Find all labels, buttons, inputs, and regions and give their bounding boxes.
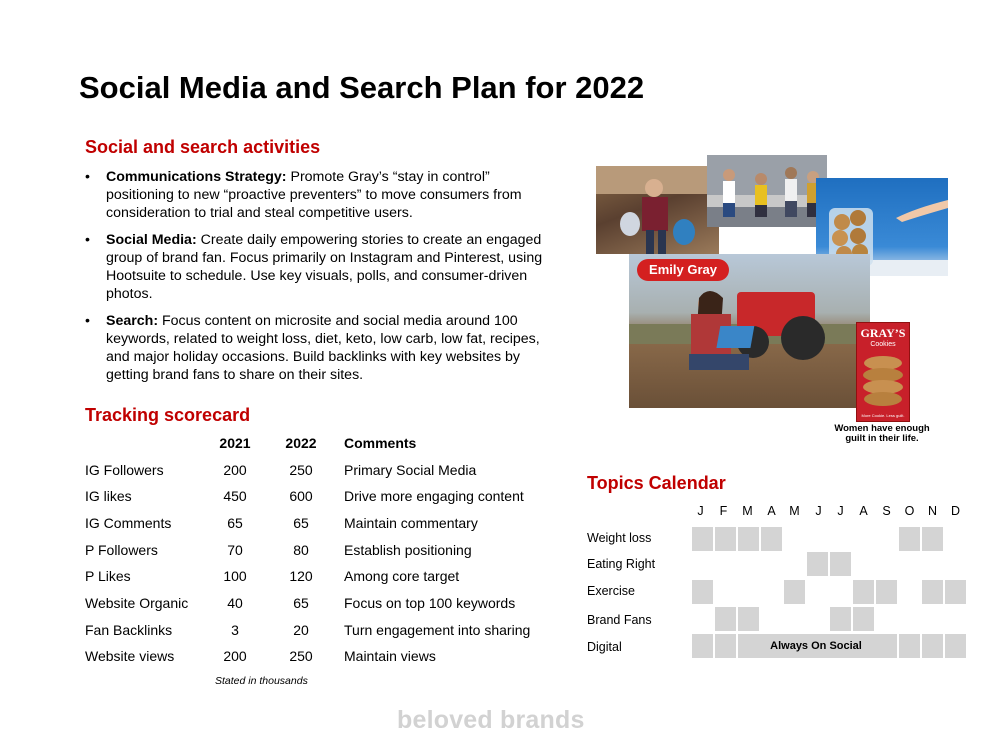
row-comment: Turn engagement into sharing	[344, 622, 531, 638]
shopping-mother-illustration	[596, 166, 719, 254]
scorecard-heading: Tracking scorecard	[85, 405, 251, 425]
value-2022: 65	[293, 515, 309, 531]
row-comment: Maintain commentary	[344, 515, 478, 531]
value-2021: 200	[223, 462, 247, 478]
calendar-cell	[853, 580, 874, 604]
month-label-jan: J	[697, 504, 704, 518]
calendar-cell	[876, 580, 897, 604]
row-label: Fan Backlinks	[85, 622, 173, 638]
value-2021: 40	[227, 595, 243, 611]
calendar-cell	[899, 527, 920, 551]
value-2022: 600	[289, 488, 313, 504]
calendar-heading: Topics Calendar	[587, 473, 726, 493]
row-label: IG Comments	[85, 515, 172, 531]
table-row	[85, 462, 555, 482]
month-label-aug: A	[859, 504, 868, 518]
table-row	[85, 515, 555, 535]
page-title: Social Media and Search Plan for 2022	[79, 70, 645, 105]
digital-always-on-label: Always On Social	[770, 640, 862, 652]
table-row	[85, 622, 555, 642]
calendar-cell	[922, 580, 943, 604]
month-label-dec: D	[950, 504, 961, 518]
table-row	[85, 595, 555, 615]
cookie-stack-illustration	[857, 353, 909, 411]
row-label: IG Followers	[85, 462, 164, 478]
value-2021: 70	[227, 542, 243, 558]
column-header-2022: 2022	[285, 435, 317, 451]
calendar-cell	[738, 527, 759, 551]
value-2022: 250	[289, 648, 313, 664]
table-row	[85, 568, 555, 588]
scorecard-footnote: Stated in thousands	[215, 675, 308, 687]
row-label: P Likes	[85, 568, 131, 584]
value-2021: 200	[223, 648, 247, 664]
activities-list	[85, 168, 545, 393]
calendar-cell	[715, 527, 736, 551]
calendar-row-label-digital: Digital	[587, 640, 622, 654]
row-label: Website views	[85, 648, 175, 664]
brand-box-sub: Cookies	[870, 341, 896, 348]
calendar-row-label-weight-loss: Weight loss	[587, 531, 652, 545]
column-header-2021: 2021	[219, 435, 251, 451]
row-comment: Primary Social Media	[344, 462, 477, 478]
calendar-cell-divider	[943, 634, 945, 658]
bullet-icon: •	[85, 169, 90, 185]
month-label-oct: O	[904, 504, 915, 518]
calendar-row-label-brand-fans: Brand Fans	[587, 613, 652, 627]
emily-gray-name-tag: Emily Gray	[637, 259, 729, 281]
value-2021: 3	[231, 622, 239, 638]
value-2021: 65	[227, 515, 243, 531]
row-comment: Focus on top 100 keywords	[344, 595, 516, 611]
watermark-logo-text: beloved brands	[397, 706, 585, 734]
calendar-cell	[761, 527, 782, 551]
value-2022: 80	[293, 542, 309, 558]
activity-item-search	[85, 312, 545, 384]
activity-label: Social Media:	[106, 232, 197, 248]
value-2022: 65	[293, 595, 309, 611]
calendar-cell	[784, 580, 805, 604]
bullet-icon: •	[85, 232, 90, 248]
calendar-row-label-eating-right: Eating Right	[587, 557, 656, 571]
calendar-row-label-exercise: Exercise	[587, 584, 635, 598]
month-label-may: M	[789, 504, 800, 518]
calendar-cell	[830, 607, 851, 631]
row-comment: Drive more engaging content	[344, 488, 524, 504]
calendar-cell	[853, 607, 874, 631]
calendar-cell	[692, 527, 713, 551]
calendar-cell	[807, 552, 828, 576]
activity-item-social	[85, 231, 545, 303]
brand-box-name: GRAY’S	[860, 326, 906, 340]
activity-text: Create daily empowering stories to create an engaged group of brand fan. Focus primarily on Instagram and Pinterest, using Hootsuite to schedule. Use key visuals, polls, and consumer-driven photos.	[106, 232, 543, 302]
value-2022: 120	[289, 568, 313, 584]
calendar-cell	[715, 607, 736, 631]
month-label-apr: A	[767, 504, 776, 518]
activity-text: Promote Gray’s “stay in control” positioning to new “proactive preventers” to move consumers from consideration to trial and steal competitive users.	[106, 169, 522, 221]
row-comment: Among core target	[344, 568, 460, 584]
fitness-class-illustration	[707, 155, 827, 227]
row-label: P Followers	[85, 542, 158, 558]
activity-text: Focus content on microsite and social media around 100 keywords, related to weight loss, diet, keto, low carb, low fat, recipes, and major holiday occasions. Build backlinks with key websites by getting brand fans to share on their sites.	[106, 313, 540, 383]
activities-heading: Social and search activities	[85, 137, 321, 157]
calendar-cell	[922, 527, 943, 551]
value-2021: 100	[223, 568, 247, 584]
value-2022: 20	[293, 622, 309, 638]
calendar-cell	[692, 580, 713, 604]
shopping-mother-photo	[596, 166, 719, 254]
scorecard-header-row	[85, 435, 555, 455]
table-row	[85, 648, 555, 668]
calendar-cell	[738, 607, 759, 631]
row-label: IG likes	[85, 488, 132, 504]
row-comment: Establish positioning	[344, 542, 472, 558]
month-label-nov: N	[927, 504, 938, 518]
row-comment: Maintain views	[344, 648, 436, 664]
activity-item-strategy	[85, 168, 545, 222]
month-label-feb: F	[719, 504, 728, 518]
activity-label: Communications Strategy:	[106, 169, 287, 185]
fitness-class-photo	[707, 155, 827, 227]
row-label: Website Organic	[85, 595, 189, 611]
column-header-comments: Comments	[344, 435, 417, 451]
value-2022: 250	[289, 462, 313, 478]
month-label-mar: M	[742, 504, 753, 518]
month-label-jul: J	[837, 504, 844, 518]
table-row	[85, 542, 555, 562]
ad-caption: Women have enough guilt in their life.	[834, 423, 930, 444]
calendar-cell	[830, 552, 851, 576]
value-2021: 450	[223, 488, 247, 504]
month-label-jun: J	[815, 504, 822, 518]
bullet-icon: •	[85, 313, 90, 329]
activity-label: Search:	[106, 313, 159, 329]
grays-cookies-box	[856, 322, 910, 422]
calendar-cell	[945, 580, 966, 604]
month-label-sep: S	[882, 504, 891, 518]
table-row	[85, 488, 555, 508]
brand-box-tagline: More Cookie. Less guilt.	[861, 413, 905, 418]
